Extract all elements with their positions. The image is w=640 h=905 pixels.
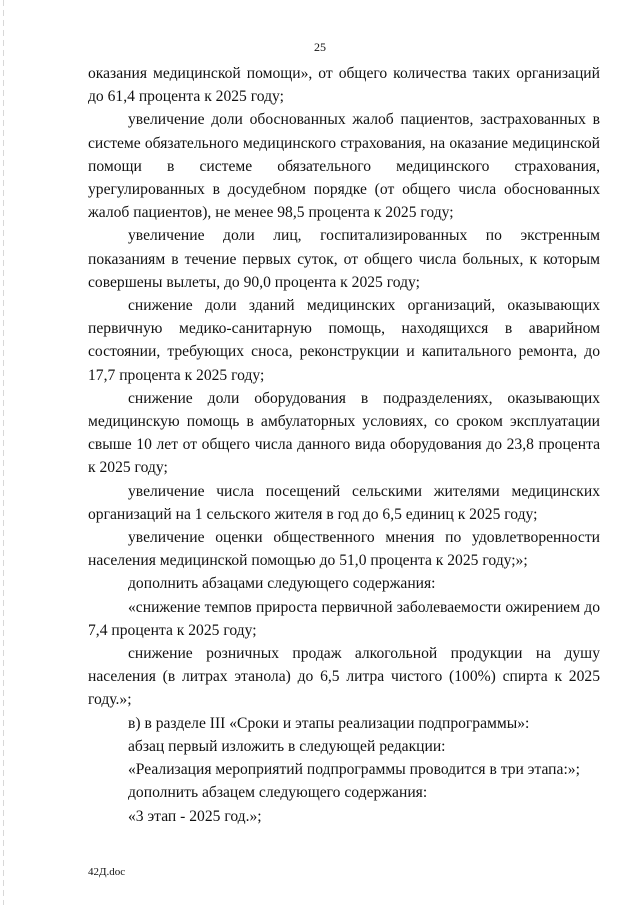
page-number: 25 <box>314 40 326 54</box>
footer-filename: 42Д.doc <box>88 866 126 878</box>
paragraph-obesity: «снижение темпов прироста первичной заболеваемости ожирением до 7,4 процента к 2025 году; <box>88 598 600 639</box>
paragraph-alcohol: снижение розничных продаж алкогольной продукции на душу населения (в литрах этанола) до 6,5 литра чистого (100%) спирта к 2025 году.»; <box>88 645 600 709</box>
paragraph-buildings: снижение доли зданий медицинских организаций, оказывающих первичную медико-санитарную помощь, находящихся в аварийном состоянии, требующих сноса, реконструкции и капитального ремонта, до 17,7 процента к 2025 году; <box>88 297 600 384</box>
paragraph-equipment: снижение доли оборудования в подразделениях, оказывающих медицинскую помощь в амбулаторных условиях, со сроком эксплуатации свыше 10 лет от общего числа данного вида оборудования до 23,8 процента к 2025 году; <box>88 389 600 477</box>
paragraph-three-stages: «Реализация мероприятий подпрограммы проводится в три этапа:»; <box>128 761 580 779</box>
paragraph-stage-3: «3 этап - 2025 год.»; <box>128 807 262 825</box>
paragraph-rural-visits: увеличение числа посещений сельскими жителями медицинских организаций на 1 сельского жителя в год до 6,5 единиц к 2025 году; <box>88 482 600 523</box>
paragraph-complaints: увеличение доли обоснованных жалоб пациентов, застрахованных в системе обязательного медицинского страхования, на оказание медицинской помощи в системе обязательного медицинского страхования, урегулированных в досудебном порядке (от общего числа обоснованных жалоб пациентов), не менее 98,5 процента к 2025 году; <box>88 111 600 222</box>
paragraph-add-abzats: дополнить абзацем следующего содержания: <box>128 784 428 802</box>
paragraph-first-abzats: абзац первый изложить в следующей редакции: <box>128 737 446 755</box>
document-body <box>88 62 600 828</box>
paragraph-public-opinion: увеличение оценки общественного мнения по удовлетворенности населения медицинской помощью до 51,0 процента к 2025 году;»; <box>88 529 600 570</box>
paragraph-section-iii: в) в разделе III «Сроки и этапы реализации подпрограммы»: <box>128 714 530 732</box>
paragraph-add-intro: дополнить абзацами следующего содержания: <box>128 575 436 593</box>
paragraph-continuation: оказания медицинской помощи», от общего количества таких организаций до 61,4 процента к 2025 году; <box>88 65 600 106</box>
scan-edge <box>3 0 4 905</box>
paragraph-hospitalization: увеличение доли лиц, госпитализированных по экстренным показаниям в течение первых суток, от общего числа больных, к которым совершены вылеты, до 90,0 процента к 2025 году; <box>88 227 600 291</box>
